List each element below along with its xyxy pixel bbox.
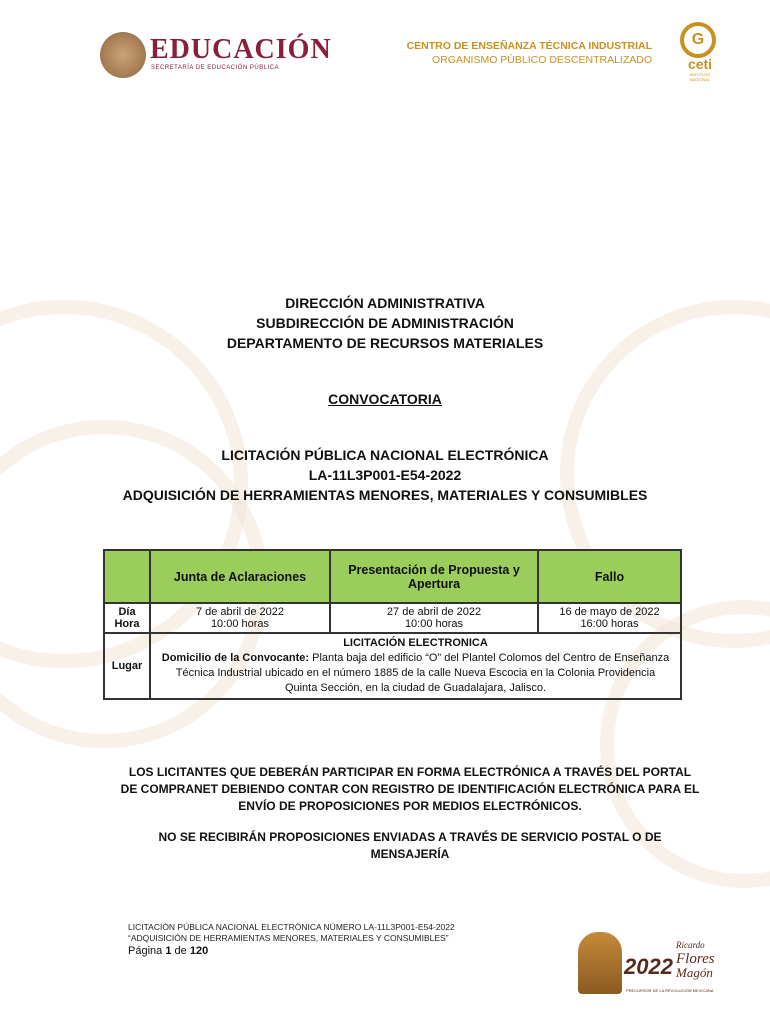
page-number (128, 945, 208, 957)
row-label-dia-hora (104, 603, 150, 633)
licitacion-type: LICITACIÓN PÚBLICA NACIONAL ELECTRÓNICA (221, 447, 549, 463)
cell-lugar (150, 633, 681, 699)
ceti-logo-sub: INSTITUTO NACIONAL (689, 72, 711, 82)
col-fallo: Fallo (538, 550, 681, 603)
logo-title: EDUCACIÓN (150, 34, 332, 65)
schedule-table (103, 549, 682, 700)
page-of: de (174, 945, 187, 957)
fallo-date: 16 de mayo de 2022 (559, 606, 660, 618)
lugar-domicilio-label: Domicilio de la Convocante: (161, 652, 310, 664)
cell-presentacion (330, 603, 538, 633)
honoree-subtitle: PRECURSOR DE LA REVOLUCIÓN MEXICANA (626, 988, 714, 993)
logo-subtitle: SECRETARÍA DE EDUCACIÓN PÚBLICA (151, 65, 280, 71)
honoree-last1: Flores (676, 951, 715, 967)
ceti-logo (680, 22, 720, 82)
org-header (407, 40, 652, 66)
presentacion-date: 27 de abril de 2022 (386, 606, 482, 618)
convocatoria-heading: CONVOCATORIA (328, 391, 442, 407)
year-text: 2022 (624, 954, 673, 979)
year-logo (578, 932, 714, 998)
notice-no-postal: NO SE RECIBIRÁN PROPOSICIONES ENVIADAS A TRAVÉS DE SERVICIO POSTAL O DE MENSAJERÍA (158, 830, 662, 861)
footer-line-2: “ADQUISICIÓN DE HERRAMIENTAS MENORES, MATERIALES Y CONSUMIBLES” (128, 933, 449, 943)
fallo-time: 16:00 horas (580, 618, 639, 630)
lugar-address-text: Planta baja del edificio “O” del Plantel Colomos del Centro de Enseñanza Técnica Industrial ubicado en el número 1885 de la calle Nueva Escocia en la Colonia Providencia Quinta Sección, en la ciudad de Guadalajara, Jalisco. (175, 652, 670, 694)
label-lugar: Lugar (104, 633, 150, 699)
footer-line-1: LICITACIÓN PÚBLICA NACIONAL ELECTRÓNICA NÚMERO LA-11L3P001-E54-2022 (128, 922, 455, 932)
col-presentacion: Presentación de Propuesta y Apertura (330, 550, 538, 603)
presentacion-time: 10:00 horas (404, 618, 464, 630)
title-subdireccion: SUBDIRECCIÓN DE ADMINISTRACIÓN (256, 315, 514, 331)
cell-junta (150, 603, 330, 633)
page-word: Página (128, 945, 163, 957)
honoree-name (676, 938, 715, 980)
licitacion-titles (0, 445, 770, 505)
label-hora: Hora (114, 618, 140, 630)
footer-reference (128, 922, 455, 944)
col-junta: Junta de Aclaraciones (150, 550, 330, 603)
notice-electronic: LOS LICITANTES QUE DEBERÁN PARTICIPAR EN FORMA ELECTRÓNICA A TRAVÉS DEL PORTAL DE COMPRANET DEBIENDO CONTAR CON REGISTRO DE IDENTIFICACIÓN ELECTRÓNICA PARA EL ENVÍO DE PROPOSICIONES POR MEDIOS ELECTRÓNICOS. (120, 765, 700, 813)
ceti-logo-text: ceti (687, 56, 713, 72)
title-direccion: DIRECCIÓN ADMINISTRATIVA (285, 295, 485, 311)
portrait-image (578, 932, 622, 994)
page-current: 1 (165, 945, 172, 957)
junta-time: 10:00 horas (210, 618, 270, 630)
table-row (104, 633, 681, 699)
lugar-title: LICITACIÓN ELECTRONICA (343, 637, 488, 649)
honoree-first: Ricardo (676, 940, 705, 950)
page-total: 120 (189, 945, 209, 957)
sep-logo (100, 30, 332, 80)
org-name: CENTRO DE ENSEÑANZA TÉCNICA INDUSTRIAL (406, 40, 652, 52)
org-type: ORGANISMO PÚBLICO DESCENTRALIZADO (432, 54, 652, 66)
eagle-seal-icon (100, 32, 146, 78)
ceti-gear-icon: G (680, 22, 716, 58)
licitacion-number: LA-11L3P001-E54-2022 (308, 467, 462, 483)
honoree-last2: Magón (676, 965, 713, 980)
table-row (104, 603, 681, 633)
table-header-row (104, 550, 681, 603)
cell-fallo (538, 603, 681, 633)
junta-date: 7 de abril de 2022 (195, 606, 285, 618)
table-corner (104, 550, 150, 603)
lugar-address (159, 651, 672, 696)
label-dia: Día (118, 606, 136, 618)
department-titles (0, 293, 770, 353)
licitacion-subject: ADQUISICIÓN DE HERRAMIENTAS MENORES, MATERIALES Y CONSUMIBLES (122, 487, 648, 503)
title-departamento: DEPARTAMENTO DE RECURSOS MATERIALES (226, 335, 544, 351)
